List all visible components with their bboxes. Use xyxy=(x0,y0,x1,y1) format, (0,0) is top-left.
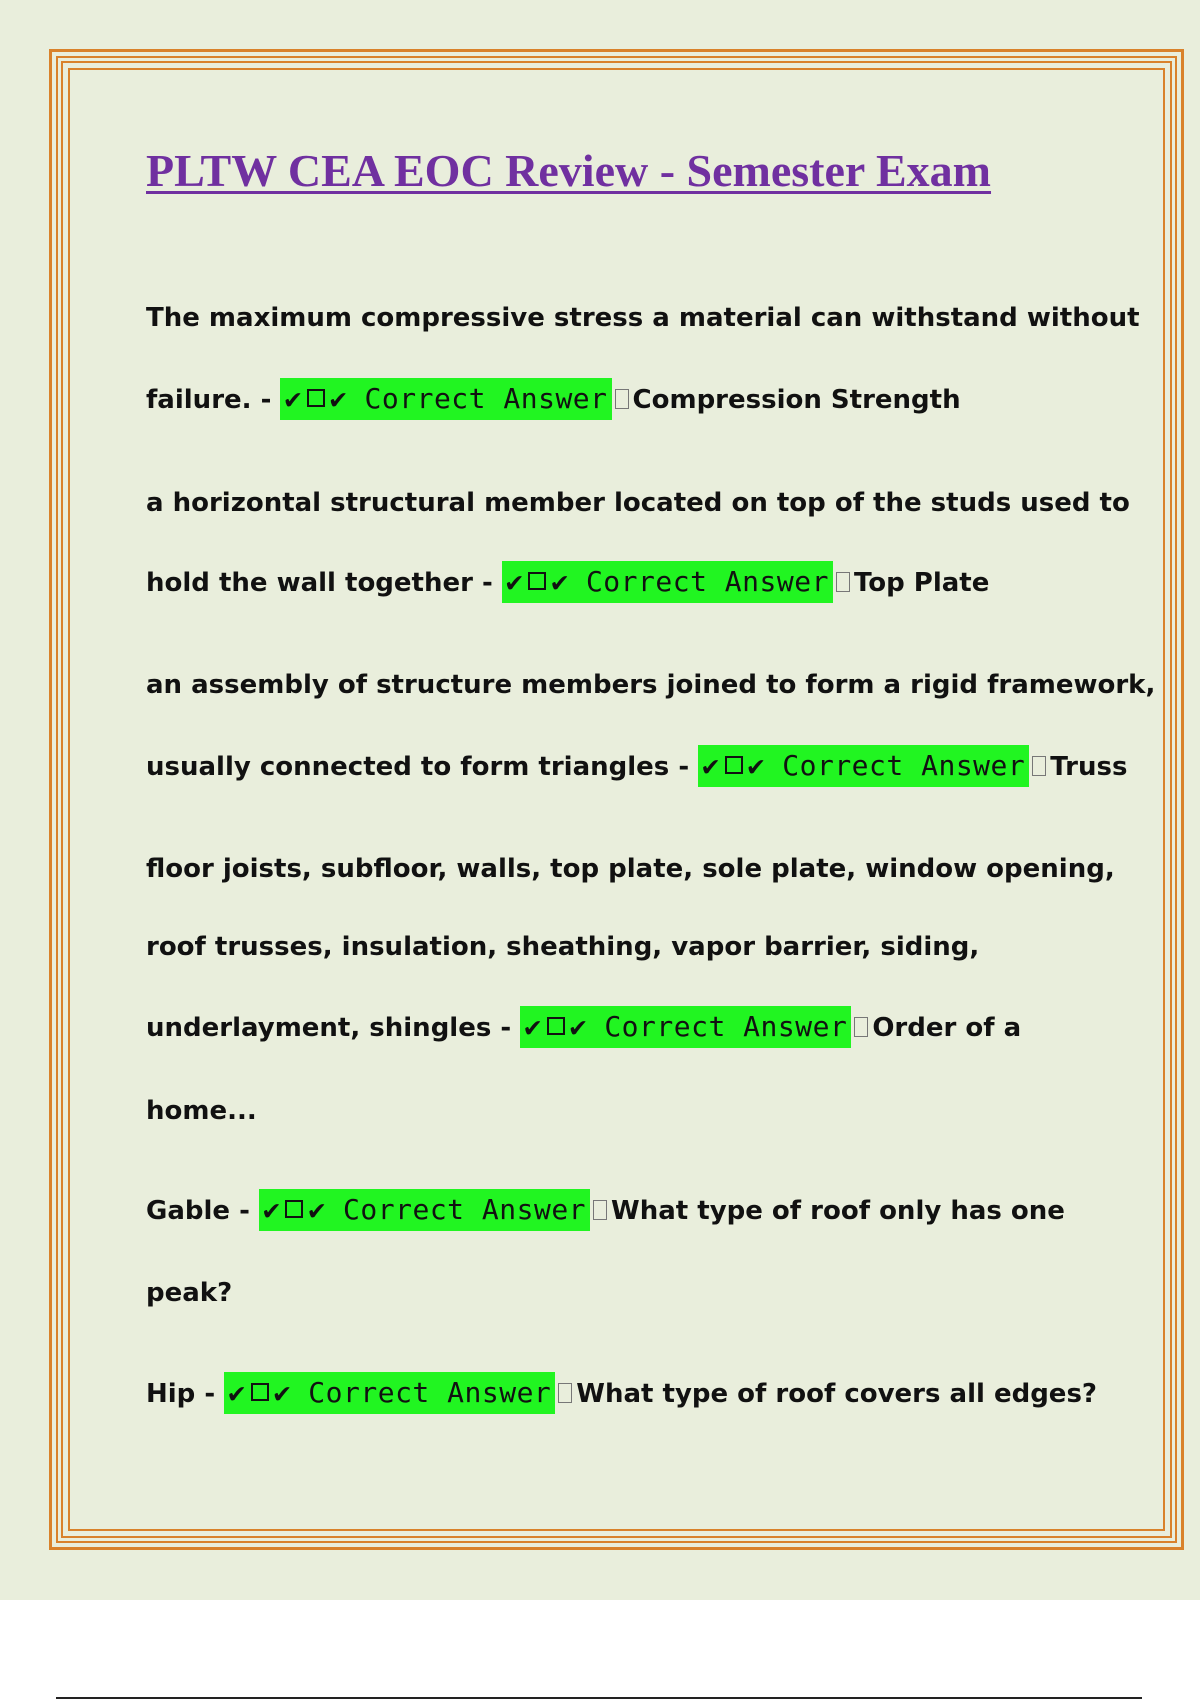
answer-2: Top Plate xyxy=(853,568,990,598)
question-1-line-2 xyxy=(146,378,961,422)
answer-4: Order of a xyxy=(872,1013,1022,1043)
correct-answer-badge xyxy=(259,1189,590,1231)
question-4-line-1: floor joists, subfloor, walls, top plate, sole plate, window opening, xyxy=(146,854,1115,884)
check-icon: ✔ xyxy=(262,1193,281,1226)
correct-answer-label: Correct Answer xyxy=(585,565,829,598)
question-2-text: hold the wall together - xyxy=(146,568,493,598)
question-3-line-2 xyxy=(146,745,1127,789)
question-2-line-2 xyxy=(146,561,989,605)
check-icon: ✔ xyxy=(329,382,348,415)
question-2-line-1: a horizontal structural member located on top of the studs used to xyxy=(146,488,1130,518)
correct-answer-label: Correct Answer xyxy=(364,382,608,415)
question-3-line-1: an assembly of structure members joined to form a rigid framework, xyxy=(146,670,1156,700)
document-title: PLTW CEA EOC Review - Semester Exam xyxy=(146,145,992,196)
check-icon: ✔ xyxy=(505,565,524,598)
missing-glyph-icon xyxy=(558,1383,572,1403)
check-icon: ✔ xyxy=(702,749,720,782)
question-1-text: failure. - xyxy=(146,385,272,415)
check-icon: ✔ xyxy=(273,1376,291,1409)
question-1-line-1: The maximum compressive stress a material can withstand without xyxy=(146,303,1140,333)
check-icon: ✔ xyxy=(524,1010,542,1043)
question-6-line-1 xyxy=(146,1372,1097,1416)
checkbox-icon xyxy=(251,1383,269,1401)
correct-answer-badge xyxy=(502,561,833,603)
correct-answer-label: Correct Answer xyxy=(308,1376,552,1409)
missing-glyph-icon xyxy=(836,572,850,592)
question-6-text: Hip - xyxy=(146,1379,216,1409)
correct-answer-label: Correct Answer xyxy=(343,1193,587,1226)
footer-divider xyxy=(56,1697,1142,1699)
question-5-text: Gable - xyxy=(146,1196,250,1226)
answer-5: What type of roof only has one xyxy=(611,1196,1065,1226)
correct-answer-badge xyxy=(698,745,1029,787)
correct-answer-badge xyxy=(280,378,611,420)
checkbox-icon xyxy=(725,756,743,774)
missing-glyph-icon xyxy=(593,1200,607,1220)
question-4-line-3 xyxy=(146,1006,1021,1050)
check-icon: ✔ xyxy=(747,749,765,782)
check-icon: ✔ xyxy=(228,1376,246,1409)
checkbox-icon xyxy=(547,1017,565,1035)
answer-3: Truss xyxy=(1050,752,1128,782)
correct-answer-badge xyxy=(224,1372,555,1414)
check-icon: ✔ xyxy=(569,1010,587,1043)
question-3-text: usually connected to form triangles - xyxy=(146,752,690,782)
checkbox-icon xyxy=(528,572,546,590)
question-4-text: underlayment, shingles - xyxy=(146,1013,512,1043)
correct-answer-label: Correct Answer xyxy=(782,749,1026,782)
correct-answer-label: Correct Answer xyxy=(604,1010,848,1043)
missing-glyph-icon xyxy=(1032,756,1046,776)
correct-answer-badge xyxy=(520,1006,851,1048)
question-4-line-2: roof trusses, insulation, sheathing, vapor barrier, siding, xyxy=(146,932,980,962)
check-icon: ✔ xyxy=(551,565,569,598)
page-border-inner xyxy=(68,68,1165,1531)
checkbox-icon xyxy=(307,389,325,407)
missing-glyph-icon xyxy=(615,389,629,409)
question-5-line-1 xyxy=(146,1189,1065,1233)
checkbox-icon xyxy=(285,1200,303,1218)
answer-4-continued: home... xyxy=(146,1096,257,1126)
check-icon: ✔ xyxy=(308,1193,326,1226)
missing-glyph-icon xyxy=(854,1017,868,1037)
answer-6: What type of roof covers all edges? xyxy=(576,1379,1097,1409)
answer-1: Compression Strength xyxy=(632,385,961,415)
check-icon: ✔ xyxy=(284,382,302,415)
answer-5-continued: peak? xyxy=(146,1278,233,1308)
